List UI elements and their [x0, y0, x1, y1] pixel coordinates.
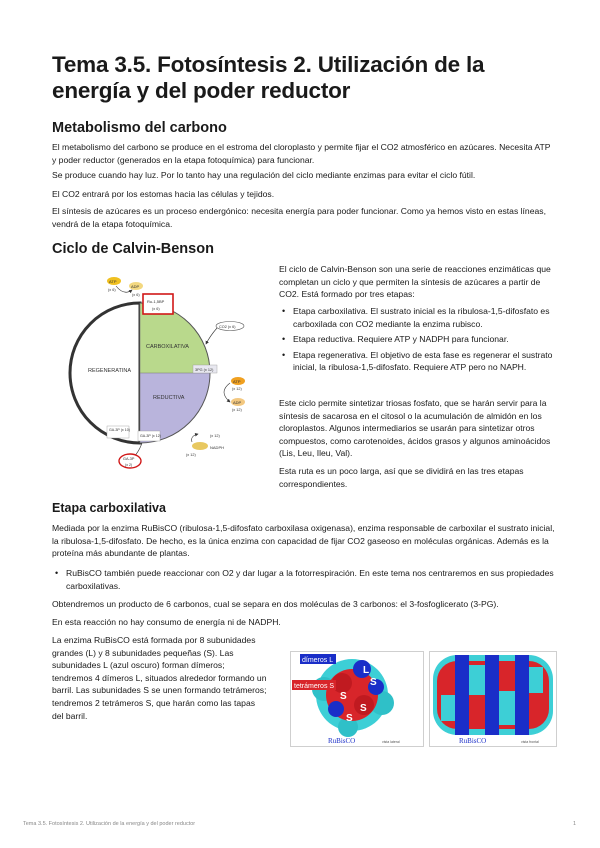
- footer-text: Tema 3.5. Fotosíntesis 2. Utilización de la energía y del poder reductor: [23, 821, 196, 827]
- paragraph: El CO2 entrará por los estomas hacia las células y tejidos.: [52, 189, 275, 199]
- ga3p-out-label: GA-3P: [123, 457, 135, 461]
- co2-label: CO2 (x 6): [219, 325, 236, 329]
- paragraph: La enzima RuBisCO está formada por 8 subunidades grandes (L) y 8 subunidades pequeñas (S). Las subunidades L (azul oscuro) forman dímeros; tendremos 4 dímeros L, situados alrededor formando un barril. Las subunidades S se unen formando tetrámeros; tendremos 2 tetrámeros S, que harán como las tapas del barril.: [52, 635, 267, 721]
- paragraph: El síntesis de azúcares es un proceso endergónico: necesita energía para poder funcionar. Como ya hemos visto en estas líneas, vendrá de la etapa fotoquímica.: [52, 206, 546, 229]
- ga3p-out-mult: (x 2): [125, 463, 133, 467]
- rubisco-caption-left-small: vista lateral: [382, 740, 400, 744]
- ga3p-left-label: GA-3P (x 10): [109, 428, 130, 432]
- atp-top-label: ATP: [109, 279, 117, 284]
- nadph-label: NADPH: [210, 445, 225, 450]
- rubisco-caption-right-small: vista frontal: [521, 740, 539, 744]
- atp-right-mult: (x 12): [232, 387, 242, 391]
- rubp-label: Ru-1,5BP: [147, 299, 165, 304]
- rubisco-front-view-image: [429, 651, 557, 747]
- dimeros-label: dímeros L: [302, 657, 334, 664]
- list-item: • Etapa carboxilativa. El sustrato inicial es la ribulosa-1,5-difosfato es carboxilada con CO2 mediante la enzima rubisco.: [279, 305, 557, 330]
- rubisco-caption-right: RuBisCO: [459, 737, 487, 745]
- atp-right-label: ATP: [233, 379, 241, 384]
- rubisco-side-view-image: [290, 651, 424, 747]
- paragraph: Se produce cuando hay luz. Por lo tanto hay una regulación del ciclo mediante enzimas para evitar el ciclo fútil.: [52, 170, 476, 180]
- calvin-intro: El ciclo de Calvin-Benson son una serie de reacciones enzimáticas que completan un ciclo y que permiten la síntesis de azúcares a partir de CO2. Está formado por tres etapas:: [279, 264, 551, 300]
- adp-right-label: ADP: [233, 400, 242, 405]
- atp-top-mult: (x 6): [108, 288, 116, 292]
- list-item: • Etapa reductiva. Requiere ATP y NADPH para funcionar.: [279, 333, 557, 346]
- section-heading-carboxilativa: Etapa carboxilativa: [52, 501, 166, 515]
- page-title: Tema 3.5. Fotosíntesis 2. Utilización de la energía y del poder reductor: [52, 52, 485, 103]
- paragraph: Mediada por la enzima RuBisCO (ribulosa-1,5-difosfato carboxilasa oxigenasa), enzima responsable de carboxilar el sustrato inicial, la ribulosa-1,5-difosfato. De hecho, es la única enzima con capacidad de fijar CO2 gaseoso en moléculas orgánicas. Además es la proteína más abundante de plantas.: [52, 523, 555, 559]
- tetrameros-label: tetrámeros S: [294, 683, 335, 690]
- adp-right-mult: (x 12): [232, 408, 242, 412]
- calvin-stages-list: [279, 305, 557, 374]
- letter-l: L: [363, 665, 370, 676]
- calvin-para: Este ciclo permite sintetizar triosas fosfato, que se harán servir para la síntesis de sacarosa en el citosol o la acumulación de almidón en los cloroplastos. Algunos intermediarios se usarán para sintetizar otros compuestos, como carotenoides, ácidos grasos y algunos aminoácidos (Lis, Leu, Ileu, Val).: [279, 398, 551, 459]
- letter-s: S: [360, 703, 367, 714]
- paragraph: Obtendremos un producto de 6 carbonos, cual se separa en dos moléculas de 3 carbonos: el 3-fosfoglicerato (3-PG).: [52, 599, 499, 609]
- paragraph: En esta reacción no hay consumo de energía ni de NADPH.: [52, 617, 281, 627]
- rubp-mult: (x 6): [152, 307, 160, 311]
- section-heading-calvin: Ciclo de Calvin-Benson: [52, 241, 214, 257]
- nadph-mult: (x 12): [186, 453, 196, 457]
- label-reductiva: REDUCTIVA: [153, 395, 185, 401]
- letter-s: S: [370, 677, 377, 688]
- ga3p-mid-label: GA-3P (x 12): [140, 434, 161, 438]
- calvin-para: Esta ruta es un poco larga, así que se dividirá en las tres etapas correspondientes.: [279, 466, 524, 489]
- adp-top-mult: (x 6): [132, 293, 140, 297]
- rubp-highlight-box: [143, 294, 173, 314]
- calvin-cycle-diagram: [60, 266, 266, 472]
- list-item: • Etapa regenerativa. El objetivo de esta fase es regenerar el sustrato inicial, la ribulosa-1,5-difosfato. Requiere ATP pero no NAPH.: [279, 349, 557, 374]
- rubisco-caption-left: RuBisCO: [328, 737, 356, 745]
- letter-s: S: [346, 713, 353, 724]
- rubisco-bullet-list: [52, 567, 557, 592]
- section-heading-metabolismo: Metabolismo del carbono: [52, 120, 227, 136]
- paragraph: El metabolismo del carbono se produce en el estroma del cloroplasto y permite fijar el CO2 atmosférico en azúcares. Necesita ATP y poder reductor (generados en la etapa fotoquímica) para funcionar.: [52, 142, 551, 165]
- label-carboxilativa: CARBOXILATIVA: [146, 344, 189, 350]
- nadph-icon: [192, 442, 208, 450]
- label-regenerativa: REGENERATINA: [88, 368, 131, 374]
- pga-label: 3PG (x 12): [195, 368, 214, 372]
- list-item: • RuBisCO también puede reaccionar con O2 y dar lugar a la fotorrespiración. En este tema nos centraremos en sus propiedades carboxilativas.: [52, 567, 557, 592]
- letter-s: S: [340, 691, 347, 702]
- adp-top-label: ADP: [131, 284, 140, 289]
- page-number: 1: [573, 821, 577, 827]
- nadp-mult: (x 12): [210, 434, 220, 438]
